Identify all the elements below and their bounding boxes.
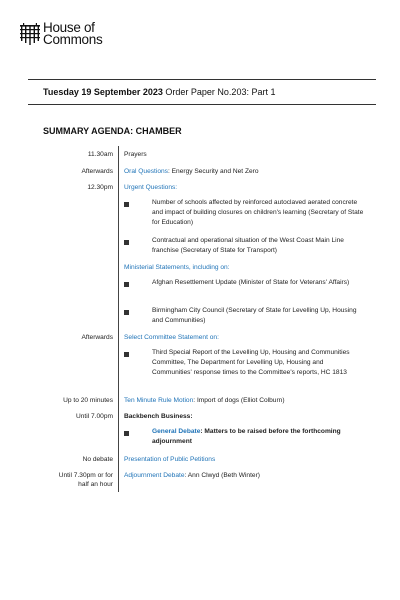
- agenda-time-line: Until 7.30pm or for: [58, 472, 113, 479]
- paper-number: Order Paper No.203: Part 1: [162, 87, 276, 97]
- agenda-entry-backbench: Backbench Business:: [124, 413, 193, 420]
- square-bullet-icon: [124, 310, 129, 315]
- urgent-question-item: Number of schools affected by reinforced autoclaved aerated concrete and impact of building closures on children's learning (Secretary of State for Education): [152, 199, 364, 226]
- ten-minute-rule-topic: : Import of dogs (Elliot Colburn): [193, 397, 285, 404]
- top-divider: [28, 79, 376, 80]
- ten-minute-rule-link[interactable]: Ten Minute Rule Motion: [124, 397, 194, 404]
- bottom-divider: [28, 104, 376, 105]
- ministerial-statement-item: Birmingham City Council (Secretary of State for Levelling Up, Housing and Communities): [152, 307, 357, 324]
- agenda-time: Until 7.00pm: [75, 413, 113, 420]
- agenda-time-line: half an hour: [78, 481, 113, 488]
- agenda-time: [30, 471, 113, 489]
- agenda-time: Afterwards: [81, 334, 113, 341]
- oral-questions-topic: : Energy Security and Net Zero: [167, 168, 259, 175]
- logo-line1: House of: [43, 20, 95, 35]
- agenda-time: Up to 20 minutes: [63, 397, 113, 404]
- agenda-time: 11.30am: [87, 151, 113, 158]
- adjournment-debate-topic: : Ann Clwyd (Beth Winter): [184, 472, 260, 479]
- square-bullet-icon: [124, 240, 129, 245]
- agenda-time: Afterwards: [81, 168, 113, 175]
- agenda-time: 12.30pm: [87, 184, 113, 191]
- ministerial-statements-link[interactable]: Ministerial Statements, including on:: [124, 264, 230, 271]
- agenda-entry-ten-minute-rule: [124, 396, 374, 405]
- general-debate-topic: : Matters to be raised before the forthcoming adjournment: [152, 428, 341, 445]
- section-title: SUMMARY AGENDA: CHAMBER: [43, 126, 182, 136]
- agenda-entry-adjournment: [124, 471, 374, 480]
- select-committee-link[interactable]: Select Committee Statement on:: [124, 334, 219, 341]
- public-petitions-link[interactable]: Presentation of Public Petitions: [124, 456, 216, 463]
- agenda-time: No debate: [82, 456, 113, 463]
- order-paper-title: [43, 87, 275, 97]
- paper-date: Tuesday 19 September 2023: [43, 87, 163, 97]
- adjournment-debate-link[interactable]: Adjournment Debate: [124, 472, 185, 479]
- logo-line2: Commons: [43, 32, 103, 47]
- urgent-question-item: Contractual and operational situation of the West Coast Main Line franchise (Secretary of State for Transport): [152, 237, 344, 254]
- agenda-entry-oral-questions: [124, 167, 374, 176]
- ministerial-statement-item: Afghan Resettlement Update (Minister of State for Veterans' Affairs): [152, 279, 350, 286]
- house-of-commons-logo: [20, 22, 102, 46]
- agenda-entry-petitions: [124, 455, 374, 464]
- general-debate-item: [152, 427, 364, 447]
- oral-questions-link[interactable]: Oral Questions: [124, 168, 168, 175]
- agenda-divider-line: [118, 146, 119, 492]
- square-bullet-icon: [124, 202, 129, 207]
- agenda-entry-prayers: Prayers: [124, 151, 147, 158]
- agenda-entry-urgent-questions: [124, 183, 374, 192]
- square-bullet-icon: [124, 431, 129, 436]
- agenda-entry-select-committee: [124, 333, 374, 342]
- select-committee-item: Third Special Report of the Levelling Up, Housing and Communities Committee, The Department for Levelling Up, Housing and Communities' response times to the Committee's reports, HC 1813: [152, 349, 350, 376]
- portcullis-icon: [20, 23, 40, 46]
- urgent-questions-link[interactable]: Urgent Questions:: [124, 184, 178, 191]
- agenda-entry-ministerial-statements: [124, 263, 374, 272]
- square-bullet-icon: [124, 282, 129, 287]
- general-debate-link[interactable]: General Debate: [152, 428, 201, 435]
- square-bullet-icon: [124, 352, 129, 357]
- logo-text: [43, 22, 102, 46]
